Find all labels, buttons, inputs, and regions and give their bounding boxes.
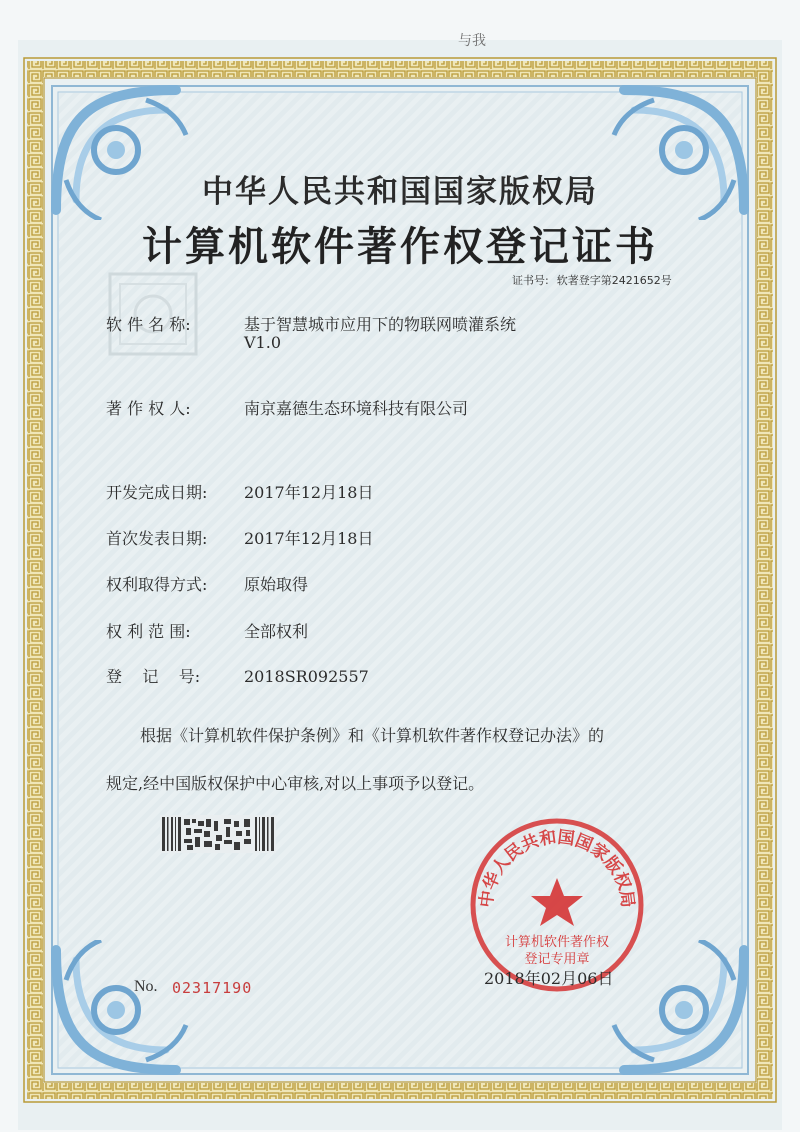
serial-number-value: 02317190 <box>172 979 253 997</box>
field-label: 著 作 权 人: <box>106 399 191 418</box>
seal-center-line-2: 登记专用章 <box>524 952 590 967</box>
statement-line-1: 根据《计算机软件保护条例》和《计算机软件著作权登记办法》的 <box>140 726 605 745</box>
field-value: 基于智慧城市应用下的物联网喷灌系统 <box>244 315 517 334</box>
field-acquisition-method <box>106 572 308 595</box>
certificate-number-value: 软著登字第2421652号 <box>556 274 672 287</box>
field-label: 权利取得方式: <box>106 575 208 594</box>
seal-ring-text: 中华人民共和国国家版权局 <box>476 827 638 909</box>
field-label: 登 记 号: <box>106 667 201 686</box>
serial-number-label: No. <box>134 978 158 995</box>
issue-date: 2018年02月06日 <box>484 969 614 988</box>
field-software-name <box>106 312 516 335</box>
certificate-number-label: 证书号: <box>512 274 549 287</box>
field-software-version: V1.0 <box>244 333 281 352</box>
field-label: 软 件 名 称: <box>106 315 191 334</box>
certificate-number <box>512 272 680 288</box>
seal-center-line-1: 计算机软件著作权 <box>504 935 609 950</box>
star-icon <box>531 878 583 926</box>
barcode <box>160 815 276 853</box>
field-value: 全部权利 <box>244 622 309 641</box>
statement-line-2: 规定,经中国版权保护中心审核,对以上事项予以登记。 <box>106 774 485 793</box>
field-label: 开发完成日期: <box>106 483 208 502</box>
field-completion-date <box>106 480 373 503</box>
certificate-title: 计算机软件著作权登记证书 <box>142 223 658 270</box>
field-copyright-owner <box>106 396 468 419</box>
field-registration-number <box>106 664 369 687</box>
field-value: 原始取得 <box>244 575 309 594</box>
issuer-title: 中华人民共和国国家版权局 <box>202 174 598 210</box>
field-publication-date <box>106 526 373 549</box>
field-value: 2018SR092557 <box>244 667 369 686</box>
field-value: 2017年12月18日 <box>244 483 374 502</box>
field-label: 权 利 范 围: <box>106 622 191 641</box>
handwritten-note: 与我 <box>458 33 486 49</box>
field-label: 首次发表日期: <box>106 529 208 548</box>
field-value: 南京嘉德生态环境科技有限公司 <box>244 399 469 418</box>
bottom-left-ornament <box>46 940 206 1080</box>
field-rights-scope <box>106 619 308 642</box>
field-value: 2017年12月18日 <box>244 529 374 548</box>
